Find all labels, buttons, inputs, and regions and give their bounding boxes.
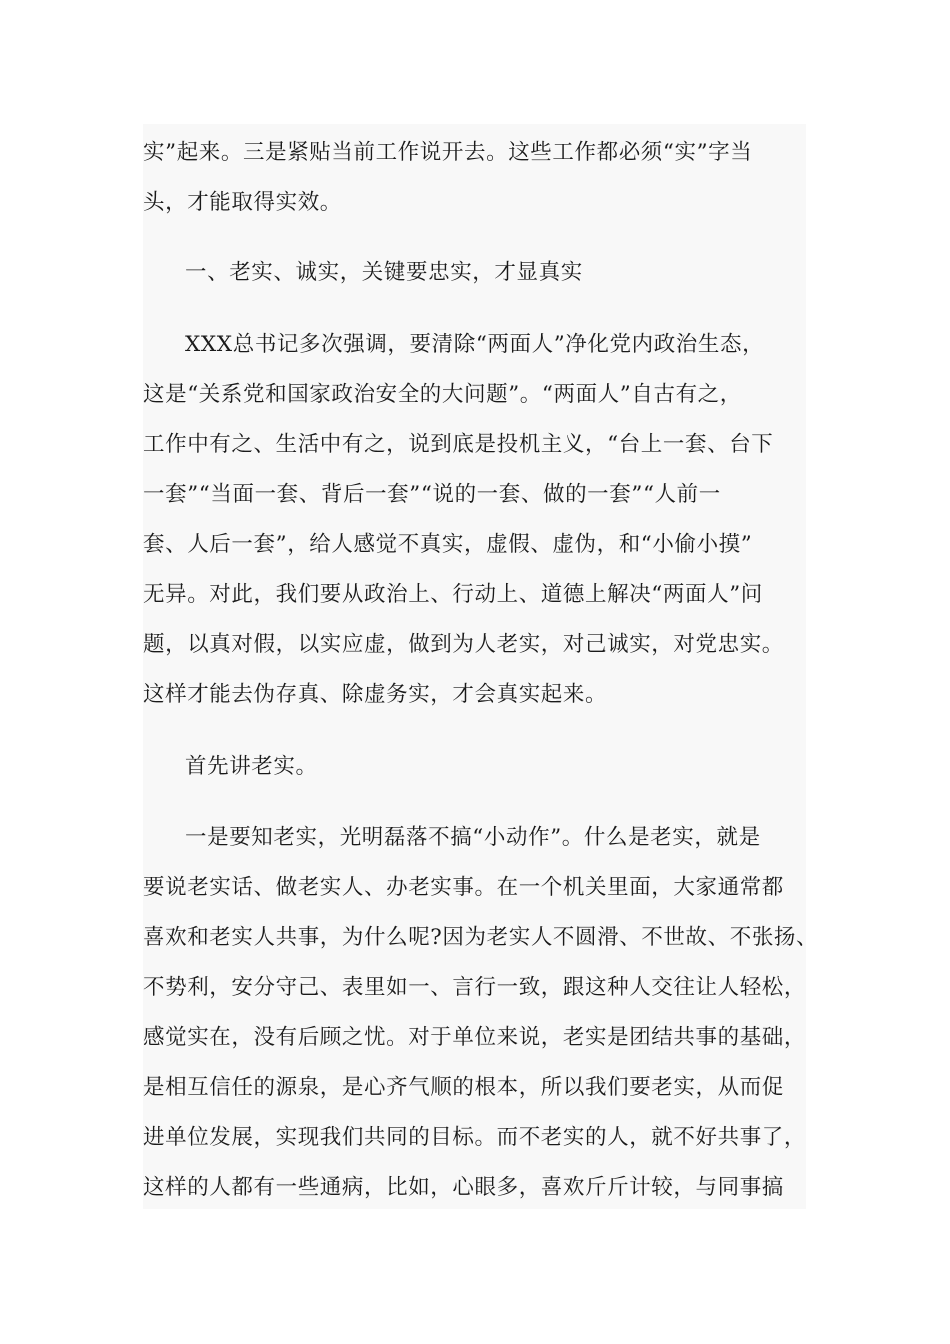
document-body bbox=[143, 124, 819, 1209]
text-line: 感觉实在，没有后顾之忧。对于单位来说，老实是团结共事的基础， bbox=[143, 1025, 807, 1050]
text-line: 题，以真对假，以实应虚，做到为人老实，对己诚实，对党忠实。 bbox=[143, 632, 784, 657]
text-line: 不势利，安分守己、表里如一、言行一致，跟这种人交往让人轻松， bbox=[143, 975, 807, 1000]
paragraph-start: XXX总书记多次强调，要清除“两面人”净化党内政治生态， bbox=[185, 332, 765, 357]
text-line: 一套”“当面一套、背后一套”“说的一套、做的一套”“人前一 bbox=[143, 482, 721, 507]
paragraph-start: 一是要知老实，光明磊落不搞“小动作”。什么是老实，就是 bbox=[185, 825, 761, 850]
section-heading: 一、老实、诚实，关键要忠实，才显真实 bbox=[185, 260, 583, 285]
text-line: 实”起来。三是紧贴当前工作说开去。这些工作都必须“实”字当 bbox=[143, 140, 753, 165]
text-line: 这样的人都有一些通病，比如，心眼多，喜欢斤斤计较，与同事搞 bbox=[143, 1175, 784, 1200]
text-line: 工作中有之、生活中有之，说到底是投机主义，“台上一套、台下 bbox=[143, 432, 774, 457]
text-line: 头，才能取得实效。 bbox=[143, 190, 342, 215]
text-line: 是相互信任的源泉，是心齐气顺的根本，所以我们要老实，从而促 bbox=[143, 1075, 784, 1100]
text-line: 这样才能去伪存真、除虚务实，才会真实起来。 bbox=[143, 682, 608, 707]
text-line: 无异。对此，我们要从政治上、行动上、道德上解决“两面人”问 bbox=[143, 582, 763, 607]
text-line: 套、人后一套”，给人感觉不真实，虚假、虚伪，和“小偷小摸” bbox=[143, 532, 753, 557]
subheading: 首先讲老实。 bbox=[185, 754, 318, 779]
text-line: 进单位发展，实现我们共同的目标。而不老实的人，就不好共事了， bbox=[143, 1125, 807, 1150]
text-line: 要说老实话、做老实人、办老实事。在一个机关里面，大家通常都 bbox=[143, 875, 784, 900]
text-line: 这是“关系党和国家政治安全的大问题”。“两面人”自古有之， bbox=[143, 382, 742, 407]
text-line: 喜欢和老实人共事，为什么呢?因为老实人不圆滑、不世故、不张扬、 bbox=[143, 925, 819, 950]
